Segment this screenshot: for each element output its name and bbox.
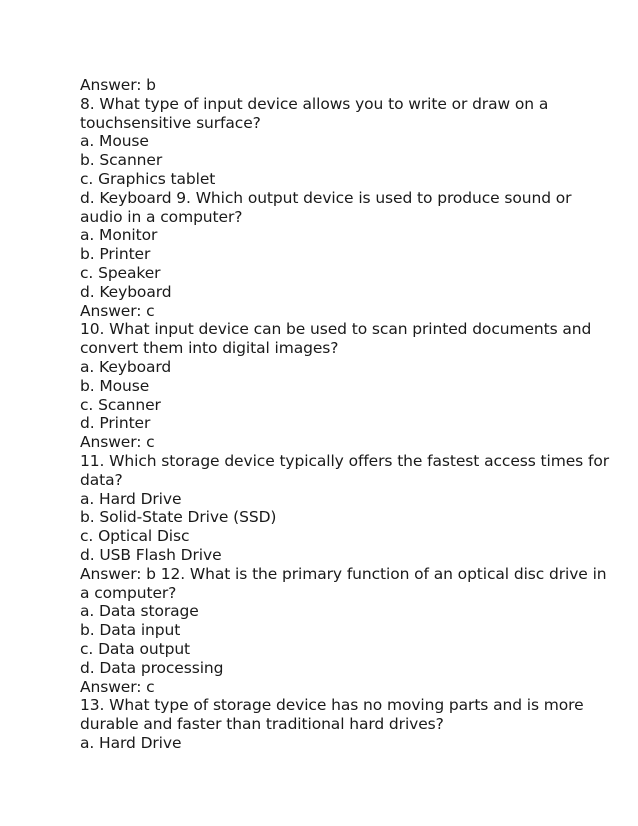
question-11-text-cont: data? [80,470,123,489]
question-10-option-c: c. Scanner [80,395,161,414]
question-10-option-b: b. Mouse [80,376,150,395]
question-11-option-c: c. Optical Disc [80,527,190,546]
question-8-option-a: a. Mouse [80,132,149,151]
question-8-text-cont: touchsensitive surface? [80,113,261,132]
question-12-option-a: a. Data storage [80,602,199,621]
question-10-text-cont: convert them into digital images? [80,339,339,358]
question-13-option-a: a. Hard Drive [80,733,182,752]
question-10-text: 10. What input device can be used to scan printed documents and [80,320,592,339]
question-10-answer: Answer: c [80,433,155,452]
question-9-option-c: c. Speaker [80,263,161,282]
question-9-option-a: a. Monitor [80,226,158,245]
question-11-option-d: d. USB Flash Drive [80,545,222,564]
question-12-option-d: d. Data processing [80,658,224,677]
question-8-option-b: b. Scanner [80,151,163,170]
question-12-option-b: b. Data input [80,621,181,640]
question-9-option-d: d. Keyboard [80,282,172,301]
question-11-answer-question-12: Answer: b 12. What is the primary function of an optical disc drive in [80,564,607,583]
question-10-option-d: d. Printer [80,414,151,433]
question-13-text: 13. What type of storage device has no moving parts and is more [80,696,584,715]
question-10-option-a: a. Keyboard [80,357,172,376]
question-13-text-cont: durable and faster than traditional hard drives? [80,715,444,734]
question-8-option-c: c. Graphics tablet [80,169,216,188]
question-8-option-d-question-9: d. Keyboard 9. Which output device is used to produce sound or [80,188,572,207]
question-12-text-cont: a computer? [80,583,177,602]
question-11-option-b: b. Solid-State Drive (SSD) [80,508,277,527]
question-12-answer: Answer: c [80,677,155,696]
question-11-text: 11. Which storage device typically offers the fastest access times for [80,451,609,470]
question-12-option-c: c. Data output [80,639,191,658]
question-9-answer: Answer: c [80,301,155,320]
question-11-option-a: a. Hard Drive [80,489,182,508]
document-page [80,76,609,753]
question-9-text-cont: audio in a computer? [80,207,243,226]
question-9-option-b: b. Printer [80,245,151,264]
question-8-text: 8. What type of input device allows you to write or draw on a [80,94,549,113]
answer-line: Answer: b [80,76,156,94]
